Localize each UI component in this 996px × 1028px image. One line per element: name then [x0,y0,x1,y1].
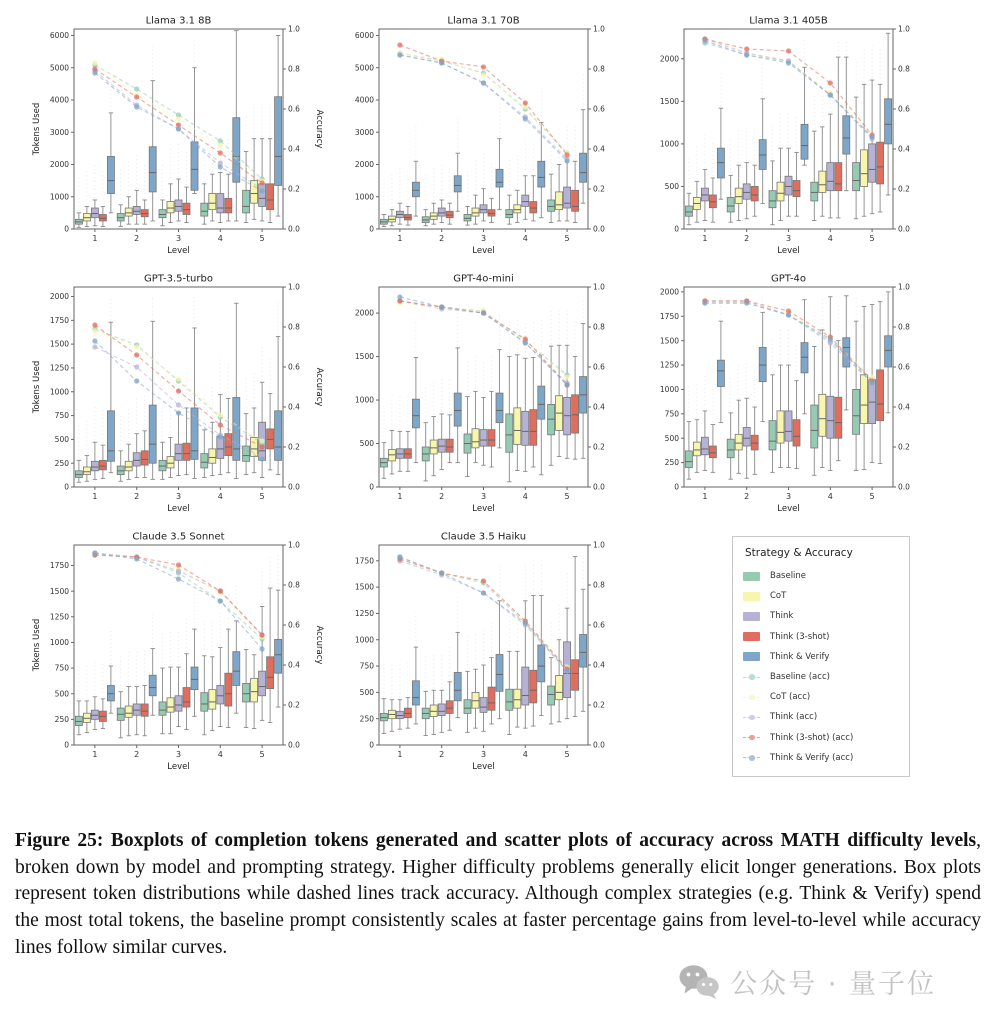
x-tick-label: 2 [439,750,445,759]
acc-tick-label: 0.6 [898,104,910,114]
y-tick-label: 1500 [49,339,69,349]
y-tick-label: 3000 [354,127,374,137]
y-tick-label: 500 [359,687,374,697]
x-tick-label: 4 [217,234,223,243]
x-tick-label: 2 [134,492,140,501]
acc-tick-label: 0.6 [593,362,605,372]
subplot-svg [331,14,636,266]
y-tick-label: 2000 [354,160,374,170]
legend-line-swatch [743,717,760,718]
y-tick-label: 4000 [354,95,374,105]
legend-dot [749,755,755,761]
y-tick-label: 0 [674,482,679,492]
legend-line-swatch [743,697,760,698]
y-axis-label: Tokens Used [32,618,42,672]
legend-dot [749,715,755,721]
x-tick-label: 4 [827,234,833,243]
acc-tick-label: 0.2 [288,442,300,452]
y-tick-label: 0 [674,224,679,234]
legend-item [743,707,899,727]
legend-item-label: Baseline [770,571,807,582]
acc-tick-label: 0.8 [593,64,605,74]
acc-tick-label: 0.6 [288,104,300,114]
acc-tick-label: 1.0 [288,24,300,34]
subplot-svg [636,14,941,266]
acc-axis-label: Accuracy [314,367,324,407]
y-tick-label: 500 [359,439,374,449]
x-tick-label: 3 [175,750,182,759]
y-tick-label: 4000 [49,95,69,105]
x-tick-label: 2 [744,492,750,501]
y-tick-label: 0 [64,482,69,492]
legend-item [743,566,899,586]
chart-claude-3-5-haiku [331,530,636,788]
legend-line-swatch [743,757,760,758]
chart-title: GPT-4o [770,273,807,285]
acc-tick-label: 1.0 [593,24,605,34]
acc-axis-label: Accuracy [314,109,324,149]
x-axis-label: Level [472,246,495,256]
subplot-svg [26,272,331,524]
x-tick-label: 3 [480,234,487,243]
x-tick-label: 1 [92,750,98,759]
chart-title: GPT-3.5-turbo [144,273,213,285]
x-tick-label: 5 [869,492,875,501]
y-tick-label: 1500 [354,582,374,592]
legend-item [743,748,899,768]
watermark [678,962,936,1001]
y-axis-label: Tokens Used [32,102,42,156]
legend-item [743,627,899,647]
legend-items [743,566,899,768]
y-tick-label: 2000 [354,308,374,318]
acc-tick-label: 0.8 [593,580,605,590]
legend-box-swatch [743,612,760,621]
y-tick-label: 500 [54,434,69,444]
y-tick-label: 5000 [354,63,374,73]
x-tick-label: 3 [785,492,792,501]
chart-title: Llama 3.1 70B [447,15,520,27]
acc-tick-label: 0.0 [593,482,605,492]
acc-tick-label: 0.2 [288,184,300,194]
y-tick-label: 0 [369,482,374,492]
y-tick-label: 2000 [659,287,679,297]
legend-box-swatch [743,632,760,641]
x-axis-label: Level [167,246,190,256]
y-tick-label: 1000 [49,192,69,202]
legend-item-label: Think (3-shot) [770,631,830,642]
x-tick-label: 1 [92,234,98,243]
x-tick-label: 4 [827,492,833,501]
acc-tick-label: 1.0 [288,282,300,292]
acc-tick-label: 0.4 [288,144,300,154]
acc-tick-label: 0.4 [288,660,300,670]
legend-item [743,586,899,606]
y-tick-label: 6000 [49,31,69,41]
x-axis-label: Level [777,246,800,256]
legend-item-label: Think (3-shot) (acc) [770,732,854,743]
x-tick-label: 2 [439,492,445,501]
acc-tick-label: 0.4 [593,144,605,154]
acc-tick-label: 0.8 [593,322,605,332]
y-tick-label: 1000 [659,139,679,149]
acc-tick-label: 0.2 [288,700,300,710]
acc-tick-label: 1.0 [898,282,910,292]
y-tick-label: 1250 [49,612,69,622]
x-tick-label: 5 [564,492,570,501]
figure-caption [15,828,981,962]
x-tick-label: 1 [92,492,98,501]
y-tick-label: 1750 [49,561,69,571]
legend-line-swatch [743,737,760,738]
acc-tick-label: 0.4 [593,660,605,670]
subplot-svg [26,530,331,782]
x-tick-label: 5 [564,234,570,243]
x-tick-label: 1 [397,234,403,243]
legend-item-label: CoT [770,591,787,602]
x-tick-label: 2 [744,234,750,243]
y-tick-label: 250 [359,714,374,724]
y-tick-label: 1000 [49,638,69,648]
y-tick-label: 500 [664,182,679,192]
acc-tick-label: 0.6 [593,620,605,630]
y-tick-label: 250 [54,714,69,724]
chart-llama-3-1-405b [636,14,941,272]
acc-tick-label: 0.2 [898,184,910,194]
legend-item-label: CoT (acc) [770,692,811,703]
y-tick-label: 1250 [354,609,374,619]
acc-tick-label: 1.0 [288,540,300,550]
x-tick-label: 3 [480,750,487,759]
y-tick-label: 1000 [49,387,69,397]
acc-tick-label: 0.8 [898,322,910,332]
caption-body: , broken down by model and prompting strategy. Higher difficulty problems generally elicit longer generations. Box plots represent token distributions while dashed lines track accuracy. Although complex strategies (e.g. Think & Verify) spend the most total tokens, the baseline prompt consistently scales at faster percentage gains from level-to-level while accuracy lines follow similar curves. [15,830,981,958]
legend-dot [749,674,755,680]
x-axis-label: Level [472,504,495,514]
acc-tick-label: 1.0 [593,540,605,550]
acc-tick-label: 0.8 [288,322,300,332]
chart-llama-3-1-70b [331,14,636,272]
y-tick-label: 1000 [354,192,374,202]
y-tick-label: 250 [664,458,679,468]
x-axis-label: Level [167,504,190,514]
y-tick-label: 1250 [49,363,69,373]
y-tick-label: 1000 [659,385,679,395]
acc-tick-label: 0.8 [288,64,300,74]
chart-gpt-4o-mini [331,272,636,530]
watermark-text: 公众号 · 量子位 [730,969,936,1000]
y-tick-label: 750 [54,663,69,673]
legend-item-label: Think [770,611,794,622]
acc-tick-label: 0.2 [593,184,605,194]
x-axis-label: Level [777,504,800,514]
y-tick-label: 1750 [354,556,374,566]
y-tick-label: 0 [64,740,69,750]
legend-box-swatch [743,592,760,601]
x-tick-label: 1 [702,492,708,501]
subplot-svg [26,14,331,266]
x-tick-label: 2 [134,750,140,759]
legend-item [743,687,899,707]
x-tick-label: 4 [522,492,528,501]
legend-item-label: Think (acc) [770,712,818,723]
acc-tick-label: 0.2 [898,442,910,452]
legend-title: Strategy & Accuracy [745,547,853,559]
chart-title: Llama 3.1 405B [749,15,828,27]
y-axis-label: Tokens Used [32,360,42,414]
legend-dot [749,735,755,741]
chart-gpt-3-5-turbo [26,272,331,530]
wechat-icon [678,964,720,1000]
acc-tick-label: 0.4 [898,402,910,412]
subplot-svg [331,530,636,782]
x-tick-label: 5 [259,492,265,501]
acc-tick-label: 0.6 [898,362,910,372]
x-axis-label: Level [167,762,190,772]
acc-tick-label: 0.0 [898,482,910,492]
acc-tick-label: 0.6 [288,620,300,630]
x-tick-label: 3 [785,234,792,243]
acc-tick-label: 0.8 [288,580,300,590]
legend-line-swatch [743,677,760,678]
y-tick-label: 1500 [659,96,679,106]
chart-title: Llama 3.1 8B [145,15,212,27]
x-axis-label: Level [472,762,495,772]
acc-tick-label: 0.0 [288,482,300,492]
x-tick-label: 4 [217,492,223,501]
y-tick-label: 2000 [49,292,69,302]
acc-tick-label: 0.6 [593,104,605,114]
acc-tick-label: 0.4 [898,144,910,154]
subplot-svg [636,272,941,524]
x-tick-label: 5 [564,750,570,759]
legend-dot [749,695,755,701]
x-tick-label: 2 [134,234,140,243]
caption-label: Figure 25: [15,830,104,851]
y-tick-label: 1500 [49,586,69,596]
legend-box-swatch [743,572,760,581]
y-tick-label: 500 [54,689,69,699]
chart-title: GPT-4o-mini [453,273,514,285]
acc-tick-label: 1.0 [593,282,605,292]
x-tick-label: 5 [869,234,875,243]
x-tick-label: 3 [480,492,487,501]
acc-tick-label: 0.4 [593,402,605,412]
legend-item [743,728,899,748]
y-tick-label: 1000 [354,635,374,645]
y-tick-label: 750 [54,411,69,421]
y-tick-label: 1750 [659,311,679,321]
acc-tick-label: 0.2 [593,442,605,452]
acc-axis-label: Accuracy [314,625,324,665]
acc-tick-label: 0.0 [593,224,605,234]
chart-llama-3-1-8b [26,14,331,272]
x-tick-label: 1 [397,492,403,501]
chart-title: Claude 3.5 Sonnet [132,531,225,543]
y-tick-label: 1500 [354,352,374,362]
y-tick-label: 0 [369,224,374,234]
y-tick-label: 6000 [354,31,374,41]
y-tick-label: 500 [664,433,679,443]
legend-item-label: Think & Verify (acc) [770,752,854,763]
y-tick-label: 0 [369,740,374,750]
y-tick-label: 1250 [659,360,679,370]
x-tick-label: 3 [175,234,182,243]
legend-cell [636,530,941,788]
y-tick-label: 250 [54,458,69,468]
x-tick-label: 2 [439,234,445,243]
legend-item [743,667,899,687]
acc-tick-label: 0.2 [593,700,605,710]
legend-item-label: Think & Verify [770,651,830,662]
y-tick-label: 2000 [659,54,679,64]
acc-tick-label: 0.8 [898,64,910,74]
y-tick-label: 1500 [659,336,679,346]
y-tick-label: 750 [359,661,374,671]
x-tick-label: 5 [259,234,265,243]
acc-tick-label: 0.4 [288,402,300,412]
y-tick-label: 750 [664,409,679,419]
chart-claude-3-5-sonnet [26,530,331,788]
legend-item [743,647,899,667]
subplot-svg [331,272,636,524]
legend-box-swatch [743,652,760,661]
caption-bold-title: Boxplots of completion tokens generated and scatter plots of accuracy across MATH difficulty levels [103,830,977,851]
chart-legend [732,536,910,777]
x-tick-label: 4 [522,234,528,243]
charts-grid [26,14,996,788]
acc-tick-label: 0.0 [898,224,910,234]
acc-tick-label: 0.6 [288,362,300,372]
chart-gpt-4o [636,272,941,530]
legend-item [743,606,899,626]
y-tick-label: 5000 [49,63,69,73]
x-tick-label: 4 [217,750,223,759]
acc-tick-label: 0.0 [593,740,605,750]
y-tick-label: 2000 [49,160,69,170]
acc-tick-label: 0.0 [288,740,300,750]
chart-title: Claude 3.5 Haiku [440,531,527,543]
acc-tick-label: 0.0 [288,224,300,234]
y-tick-label: 1750 [49,315,69,325]
y-tick-label: 1000 [354,395,374,405]
x-tick-label: 4 [522,750,528,759]
y-tick-label: 0 [64,224,69,234]
y-tick-label: 3000 [49,127,69,137]
legend-item-label: Baseline (acc) [770,672,830,683]
x-tick-label: 3 [175,492,182,501]
acc-tick-label: 1.0 [898,24,910,34]
x-tick-label: 1 [702,234,708,243]
x-tick-label: 1 [397,750,403,759]
x-tick-label: 5 [259,750,265,759]
